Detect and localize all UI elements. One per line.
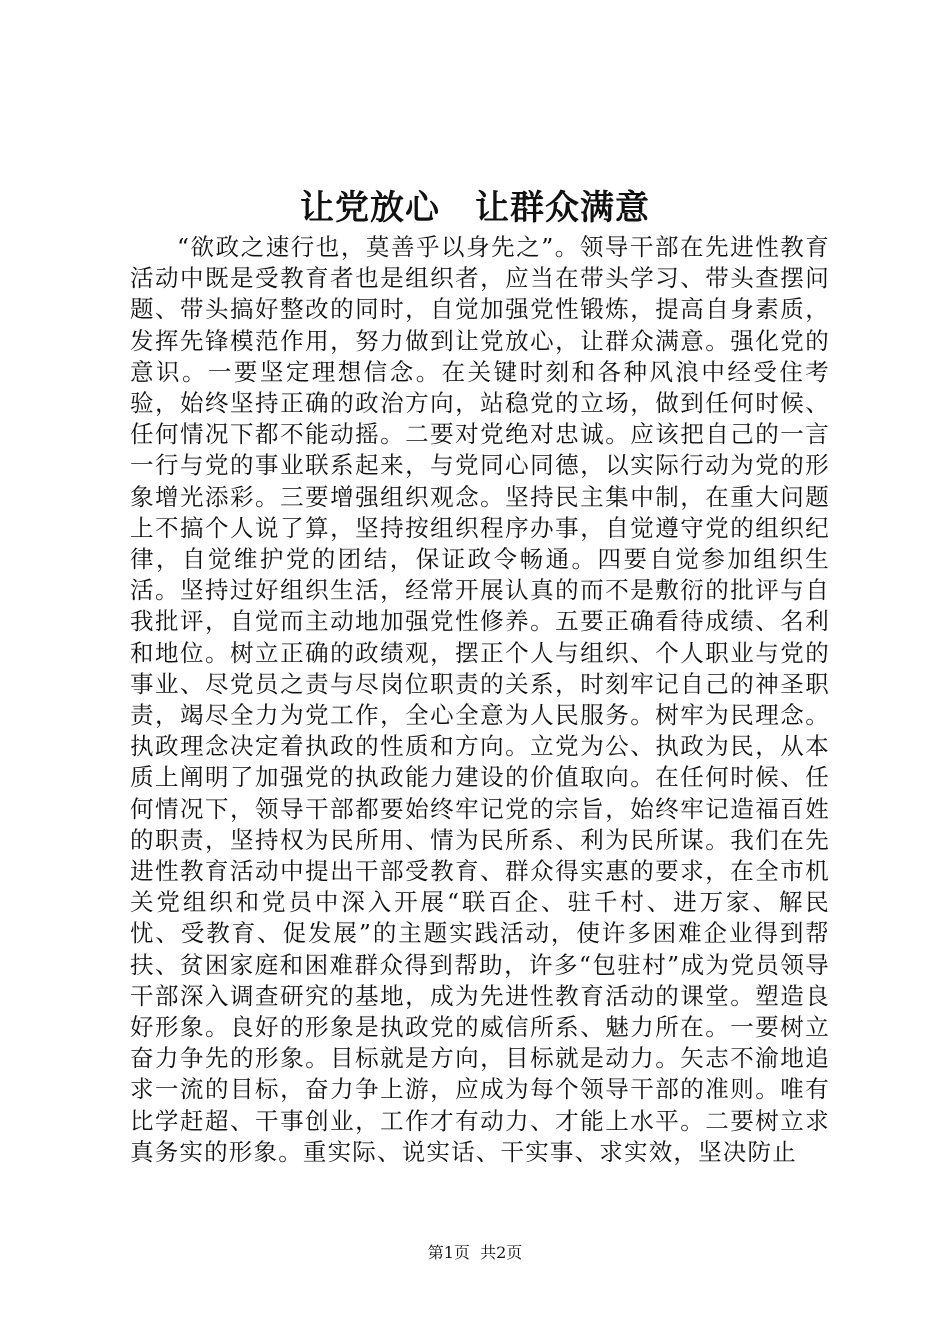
page-footer: 第1页 共2页 bbox=[427, 1243, 523, 1262]
document-title: 让党放心 让群众满意 bbox=[300, 188, 650, 228]
document-body-text: “欲政之速行也，莫善乎以身先之”。领导干部在先进性教育活动中既是受教育者也是组织者，应当在带头学习、带头查摆问题、带头搞好整改的同时，自觉加强党性锻炼，提高自身素质，发挥先锋模范作用，努力做到让党放心，让群众满意。强化党的意识。一要坚定理想信念。在关键时刻和各种风浪中经受住考验，始终坚持正确的政治方向，站稳党的立场，做到任何时候、任何情况下都不能动摇。二要对党绝对忠诚。应该把自己的一言一行与党的事业联系起来，与党同心同德，以实际行动为党的形象增光添彩。三要增强组织观念。坚持民主集中制，在重大问题上不搞个人说了算，坚持按组织程序办事，自觉遵守党的组织纪律，自觉维护党的团结，保证政令畅通。四要自觉参加组织生活。坚持过好组织生活，经常开展认真的而不是敷衍的批评与自我批评，自觉而主动地加强党性修养。五要正确看待成绩、名利和地位。树立正确的政绩观，摆正个人与组织、个人职业与党的事业、尽党员之责与尽岗位职责的关系，时刻牢记自己的神圣职责，竭尽全力为党工作，全心全意为人民服务。树牢为民理念。执政理念决定着执政的性质和方向。立党为公、执政为民，从本质上阐明了加强党的执政能力建设的价值取向。在任何时候、任何情况下，领导干部都要始终牢记党的宗旨，始终牢记造福百姓的职责，坚持权为民所用、情为民所系、利为民所谋。我们在先进性教育活动中提出干部受教育、群众得实惠的要求，在全市机关党组织和党员中深入开展“联百企、驻千村、进万家、解民忧、受教育、促发展”的主题实践活动，使许多困难企业得到帮扶、贫困家庭和困难群众得到帮助，许多“包驻村”成为党员领导干部深入调查研究的基地，成为先进性教育活动的课堂。塑造良好形象。良好的形象是执政党的威信所系、魅力所在。一要树立奋力争先的形象。目标就是方向，目标就是动力。矢志不渝地追求一流的目标，奋力争上游，应成为每个领导干部的准则。唯有比学赶超、干事创业，工作才有动力、才能上水平。二要树立求真务实的形象。重实际、说实话、干实事、求实效，坚决防止 bbox=[130, 233, 830, 1166]
